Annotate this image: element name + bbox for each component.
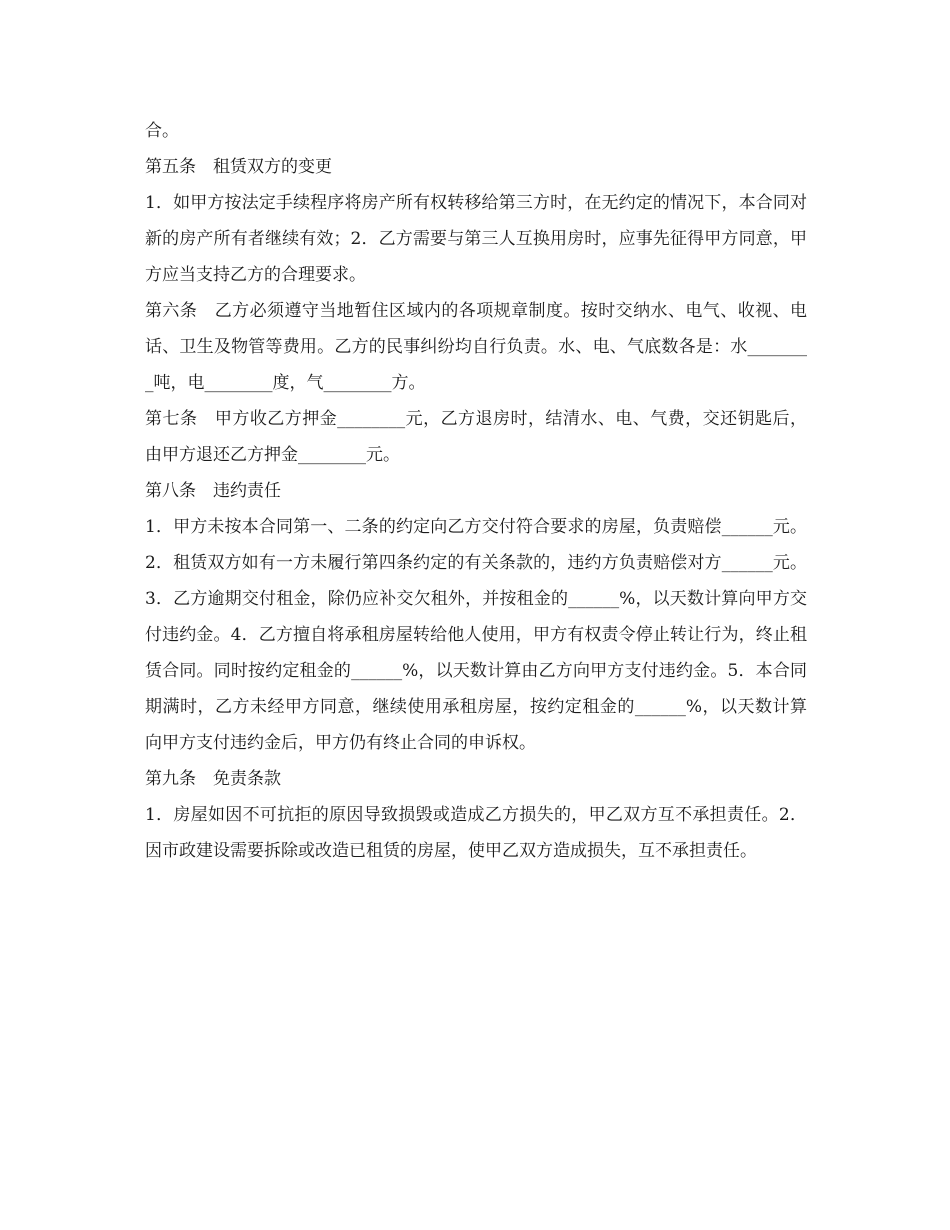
contract-body [145, 113, 807, 869]
article-5-heading: 第五条 租赁双方的变更 [145, 157, 332, 177]
article-9-body: 1．房屋如因不可抗拒的原因导致损毁或造成乙方损失的，甲乙双方互不承担责任。2．因市政建设需要拆除或改造已租赁的房屋，使甲乙双方造成损失，互不承担责任。 [145, 805, 807, 861]
article-5-body: 1．如甲方按法定手续程序将房产所有权转移给第三方时，在无约定的情况下，本合同对新的房产所有者继续有效；2．乙方需要与第三人互换用房时，应事先征得甲方同意，甲方应当支持乙方的合理要求。 [145, 193, 807, 285]
paragraph-continuation: 合。 [145, 121, 179, 141]
article-8-heading: 第八条 违约责任 [145, 481, 281, 501]
article-7: 第七条 甲方收乙方押金________元，乙方退房时，结清水、电、气费，交还钥匙后，由甲方退还乙方押金________元。 [145, 409, 807, 465]
article-9-heading: 第九条 免责条款 [145, 769, 281, 789]
article-6: 第六条 乙方必须遵守当地暂住区域内的各项规章制度。按时交纳水、电气、收视、电话、卫生及物管等费用。乙方的民事纠纷均自行负责。水、电、气底数各是：水________吨，电________度，气________方。 [145, 301, 807, 393]
article-8-body: 1．甲方未按本合同第一、二条的约定向乙方交付符合要求的房屋，负责赔偿______元。2．租赁双方如有一方未履行第四条约定的有关条款的，违约方负责赔偿对方______元。3．乙方逾期交付租金，除仍应补交欠租外，并按租金的______%，以天数计算向甲方交付违约金。4．乙方擅自将承租房屋转给他人使用，甲方有权责令停止转让行为，终止租赁合同。同时按约定租金的______%，以天数计算由乙方向甲方支付违约金。5．本合同期满时，乙方未经甲方同意，继续使用承租房屋，按约定租金的______%，以天数计算向甲方支付违约金后，甲方仍有终止合同的申诉权。 [145, 517, 807, 753]
